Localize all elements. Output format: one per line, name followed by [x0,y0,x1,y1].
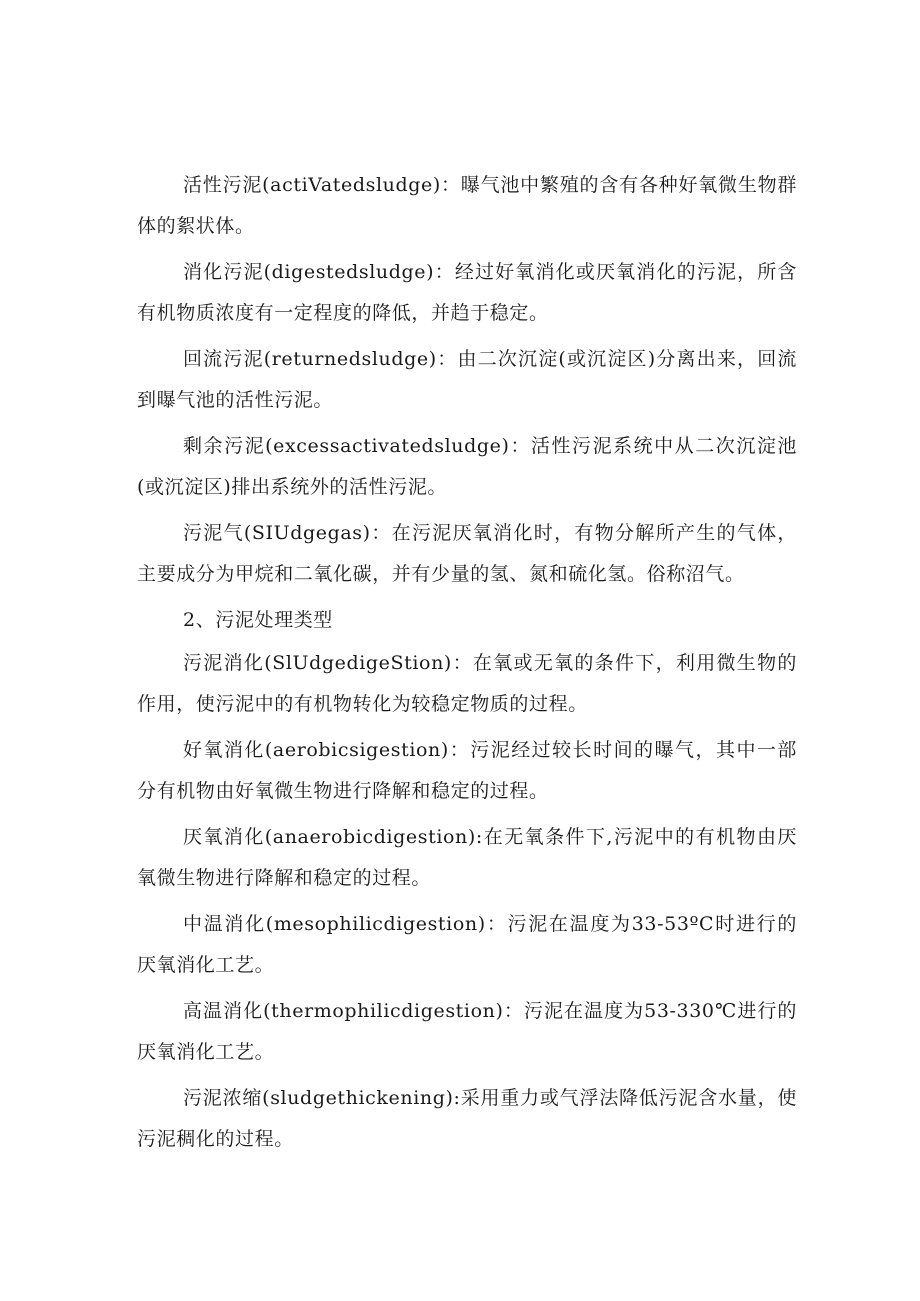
paragraph-digested-sludge: 消化污泥(digestedsludge)：经过好氧消化或厌氧消化的污泥，所含有机物质浓度有一定程度的降低，并趋于稳定。 [137,261,797,324]
paragraph-sludge-thickening: 污泥浓缩(sludgethickening):采用重力或气浮法降低污泥含水量，使污泥稠化的过程。 [137,1087,797,1150]
paragraph-excess-sludge: 剩余污泥(excessactivatedsludge)：活性污泥系统中从二次沉淀池(或沉淀区)排出系统外的活性污泥。 [137,435,797,498]
paragraph-aerobic-digestion: 好氧消化(aerobicsigestion)：污泥经过较长时间的曝气，其中一部分有机物由好氧微生物进行降解和稳定的过程。 [137,739,797,802]
paragraph-returned-sludge: 回流污泥(returnedsludge)：由二次沉淀(或沉淀区)分离出来，回流到曝气池的活性污泥。 [137,348,797,411]
section-heading: 2、污泥处理类型 [183,609,333,631]
paragraph-sludge-digestion: 污泥消化(SlUdgedigeStion)：在氧或无氧的条件下，利用微生物的作用，使污泥中的有机物转化为较稳定物质的过程。 [137,652,797,715]
document-page [137,165,797,1165]
paragraph-mesophilic-digestion: 中温消化(mesophilicdigestion)：污泥在温度为33-53ºC时进行的厌氧消化工艺。 [137,913,797,976]
paragraph-sludge-gas: 污泥气(SIUdgegas)：在污泥厌氧消化时，有物分解所产生的气体，主要成分为甲烷和二氧化碳，并有少量的氢、氮和硫化氢。俗称沼气。 [137,522,797,585]
paragraph-thermophilic-digestion: 高温消化(thermophilicdigestion)：污泥在温度为53-330℃进行的厌氧消化工艺。 [137,1000,797,1063]
paragraph-anaerobic-digestion: 厌氧消化(anaerobicdigestion):在无氧条件下,污泥中的有机物由厌氧微生物进行降解和稳定的过程。 [137,826,797,889]
paragraph-activated-sludge: 活性污泥(actiVatedsludge)：曝气池中繁殖的含有各种好氧微生物群体的絮状体。 [137,174,797,237]
